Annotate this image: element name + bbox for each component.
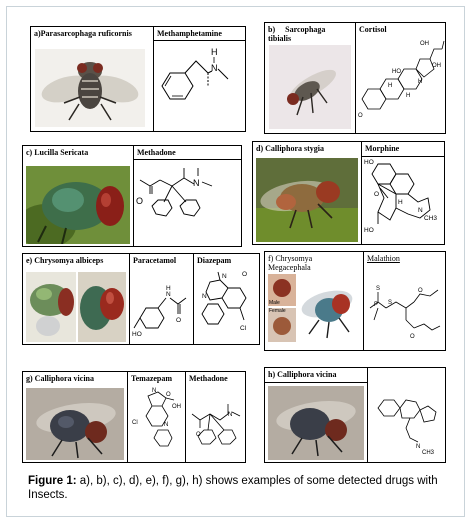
svg-text:N: N [164,422,169,428]
panel-e-insect-name: e) Chrysomya albiceps [26,256,104,265]
svg-text:CH3: CH3 [424,215,438,222]
panel-d-insect-cell [253,142,361,244]
svg-text:HO: HO [364,227,374,234]
panel-g [22,371,246,463]
svg-text:O: O [242,271,248,278]
panel-c-drug-cell [133,146,241,246]
panel-e-drug1-name: Paracetamol [133,256,177,265]
methadone-structure [136,162,241,244]
svg-text:Cl: Cl [240,325,247,332]
panel-d-fly-photo [256,158,358,242]
label-male: Male [269,300,280,306]
panel-g-drug2-cell [185,372,245,462]
morphine-structure [364,158,444,242]
panel-g-drug2-name: Methadone [189,374,228,383]
panel-a-drug-name: Methamphetamine [157,29,222,38]
svg-text:O: O [136,196,144,206]
svg-text:O: O [418,288,423,294]
svg-text:N: N [202,293,207,300]
panel-d-insect-name: d) Calliphora stygia [256,144,325,153]
svg-text:OH: OH [420,41,429,47]
svg-text:HO: HO [132,331,142,338]
svg-text:N: N [222,273,227,280]
svg-text:O: O [374,191,380,198]
panel-c-insect-name: c) Lucilla Sericata [26,148,89,157]
panel-e-fly-photo-1 [26,272,76,342]
svg-text:HO: HO [392,69,401,75]
panel-g-insect-name: g) Calliphora vicina [26,374,95,383]
cortisol-structure [358,37,445,131]
svg-text:OH: OH [172,404,181,410]
panel-b-insect-cell [265,23,355,133]
panel-b-fly-photo [269,45,351,129]
caption-text: a), b), c), d), e), f), g), h) shows examples of some detected drugs with Insects. [28,475,438,501]
panel-f-male-photo [268,274,296,306]
panel-d [252,141,445,245]
panel-h-drug-structure [372,388,444,458]
svg-text:H: H [388,83,393,89]
panel-e-insect-cell [23,254,129,344]
panel-b-drug-name: Cortisol [359,25,387,34]
svg-text:N: N [228,412,233,418]
panel-g-drug1-name: Temazepam [131,374,173,383]
panel-e [22,253,260,345]
panel-a-drug-cell [153,27,245,131]
svg-text:O: O [176,317,182,324]
svg-text:O: O [358,113,363,119]
caption-label: Figure 1: [28,475,77,487]
panel-a-fly-photo [35,49,145,127]
svg-text:CH3: CH3 [422,450,435,456]
svg-text:H: H [418,79,423,85]
panel-f [264,251,446,351]
svg-text:H: H [166,285,171,292]
panel-e-drug2-cell [193,254,259,344]
panel-g-fly-photo [26,388,124,460]
svg-text:O: O [166,392,171,398]
panel-e-fly-photo-2 [78,272,126,342]
panel-c [22,145,242,247]
chem-N: N [211,63,218,73]
panel-f-insect-name: f) Chrysomya Megacephala [268,254,313,272]
panel-d-drug-cell [361,142,444,244]
figure-caption [28,474,458,502]
panel-e-drug1-cell [129,254,193,344]
panel-h-insect-cell [265,368,367,462]
svg-text:S: S [376,286,381,292]
panel-f-fly-photo [297,274,361,342]
svg-text:O: O [196,432,201,438]
panel-h-fly-photo [268,386,364,460]
panel-g-drug1-cell [127,372,185,462]
malathion-structure [366,268,445,348]
methamphetamine-structure [156,41,245,131]
svg-text:S: S [388,300,393,306]
panel-c-fly-photo [26,166,130,244]
svg-text:H: H [406,93,411,99]
panel-g-insect-cell [23,372,127,462]
panel-d-drug-name: Morphine [365,144,400,153]
temazepam-structure [130,386,184,460]
svg-text:N: N [193,178,200,188]
panel-c-insect-cell [23,146,133,246]
panel-f-insect-cell [265,252,363,350]
panel-f-drug-cell [363,252,445,350]
svg-text:N: N [166,291,171,298]
panel-b [264,22,446,134]
svg-text:N: N [418,207,423,214]
svg-text:Cl: Cl [132,420,138,426]
label-female: Female [269,308,286,314]
panel-h-drug-cell [367,368,445,462]
svg-text:N: N [152,388,157,394]
panel-a [30,26,246,132]
paracetamol-structure [132,270,192,342]
svg-text:O: O [410,334,415,340]
chem-H: H [211,47,218,57]
svg-text:HO: HO [364,159,374,166]
panel-b-drug-cell [355,23,445,133]
panel-h-insect-name: h) Calliphora vicina [268,370,337,379]
diazepam-structure [196,268,258,342]
panel-h [264,367,446,463]
panel-a-insect-cell [31,27,153,131]
svg-text:N: N [416,444,421,450]
panel-e-drug2-name: Diazepam [197,256,232,265]
svg-text:OH: OH [432,63,441,69]
panel-c-drug-name: Methadone [137,148,176,157]
panel-b-insect-name: b) Sarcophaga tibialis [268,25,326,43]
panel-f-female-photo [268,308,296,342]
panel-f-drug-name: Malathion [367,254,400,263]
methadone-structure-2 [188,386,245,460]
svg-text:H: H [398,199,403,206]
panel-a-insect-name: a)Parasarcophaga ruficornis [34,29,132,38]
svg-text:P: P [374,302,379,308]
